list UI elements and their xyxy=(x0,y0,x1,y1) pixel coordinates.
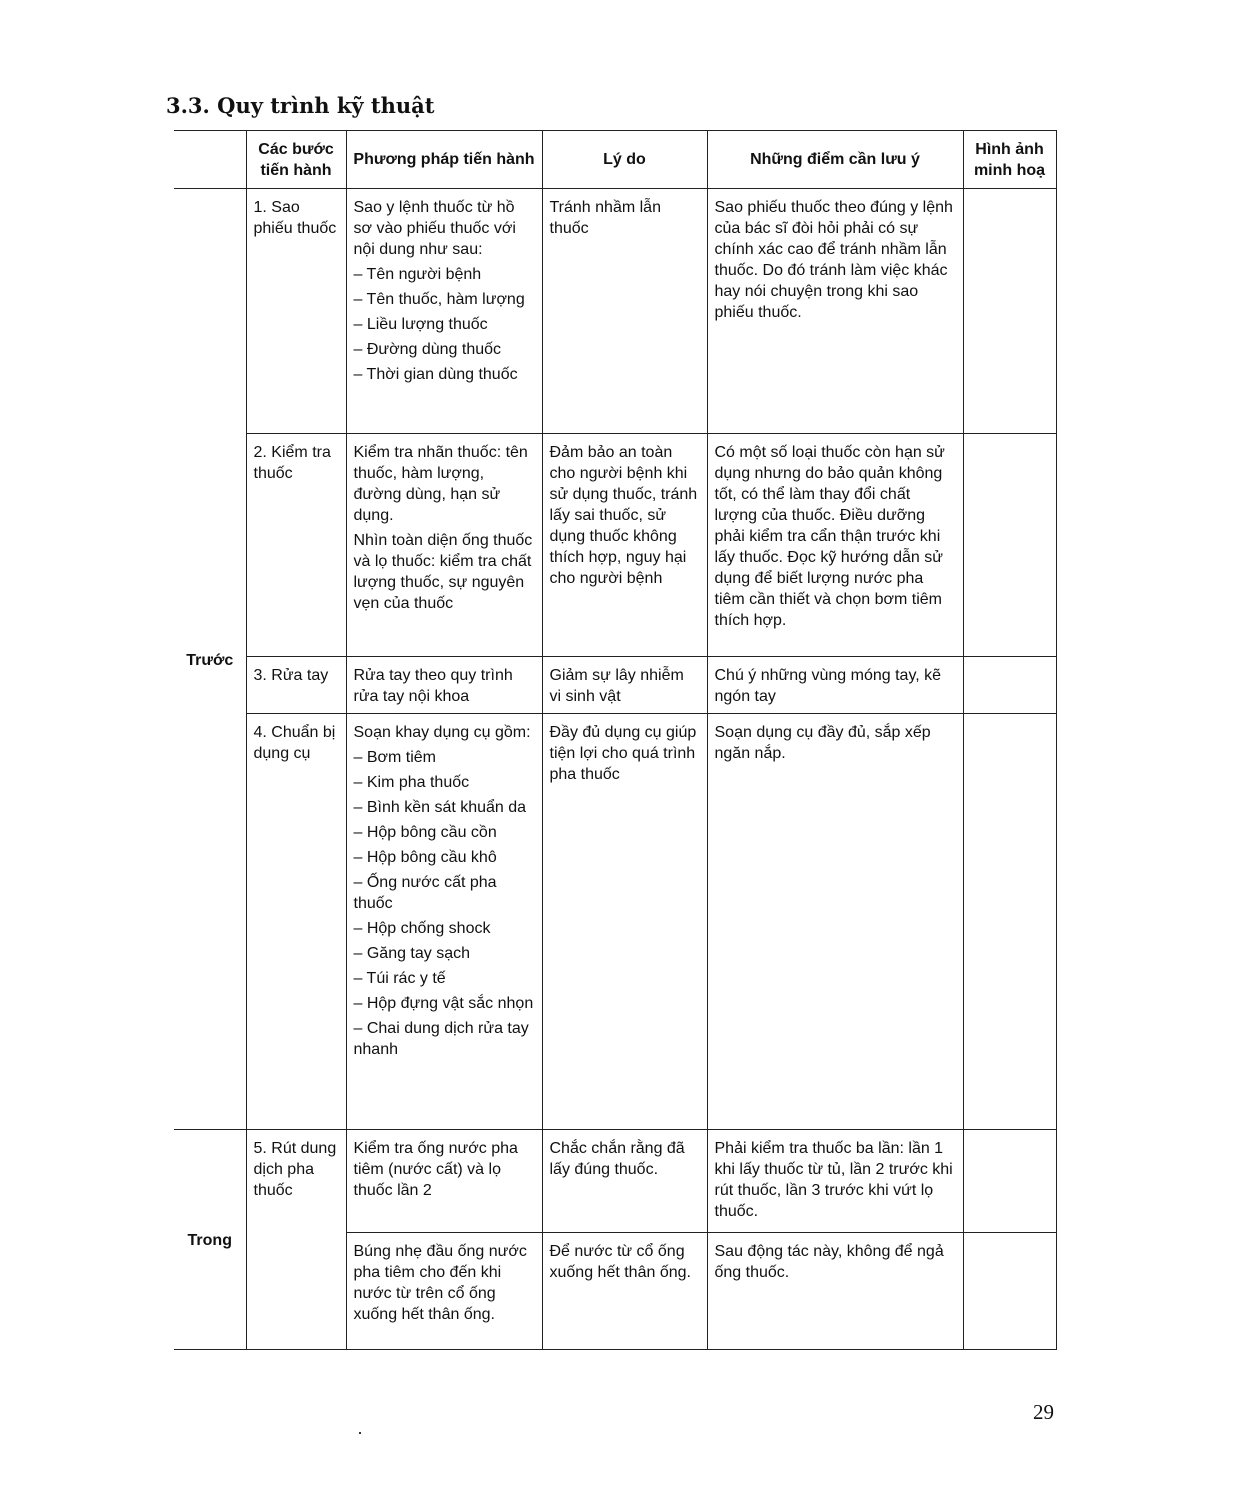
method-cell xyxy=(346,1130,542,1233)
table-row xyxy=(174,434,1056,657)
method-line: – Hộp bông cầu cồn xyxy=(353,824,497,841)
method-line: – Kim pha thuốc xyxy=(353,774,470,791)
method-line: – Hộp chống shock xyxy=(353,920,491,937)
steps-header: Các bước tiến hành xyxy=(246,131,346,189)
table-row xyxy=(174,1130,1056,1233)
method-line: Kiểm tra nhãn thuốc: tên thuốc, hàm lượng, đường dùng, hạn sử dụng. xyxy=(353,444,528,524)
page-number: 29 xyxy=(1033,1400,1054,1424)
method-line: – Hộp bông cầu khô xyxy=(353,849,497,866)
method-line: Soạn khay dụng cụ gồm: xyxy=(353,724,531,741)
reason-cell: Để nước từ cổ ống xuống hết thân ống. xyxy=(542,1233,707,1350)
method-line: Kiểm tra ống nước pha tiêm (nước cất) và lọ thuốc lần 2 xyxy=(353,1140,518,1199)
reason-cell: Đầy đủ dụng cụ giúp tiện lợi cho quá trình pha thuốc xyxy=(542,714,707,1130)
method-line: – Đường dùng thuốc xyxy=(353,341,502,358)
step-cell: 2. Kiểm tra thuốc xyxy=(246,434,346,657)
notes-cell: Sau động tác này, không để ngả ống thuốc. xyxy=(707,1233,963,1350)
illustration-cell xyxy=(963,189,1056,434)
reason-cell: Đảm bảo an toàn cho người bệnh khi sử dụng thuốc, tránh lấy sai thuốc, sử dụng thuốc không thích hợp, nguy hại cho người bệnh xyxy=(542,434,707,657)
step-cell: 4. Chuẩn bị dụng cụ xyxy=(246,714,346,1130)
phase-header xyxy=(174,131,246,189)
method-line: – Bình kền sát khuẩn da xyxy=(353,799,527,816)
step-cell: 1. Sao phiếu thuốc xyxy=(246,189,346,434)
step-cell: 5. Rút dung dịch pha thuốc xyxy=(246,1130,346,1350)
table-row xyxy=(174,714,1056,1130)
notes-cell: Sao phiếu thuốc theo đúng y lệnh của bác sĩ đòi hỏi phải có sự chính xác cao để tránh nhầm lẫn thuốc. Do đó tránh làm việc khác hay nói chuyện trong khi sao phiếu thuốc. xyxy=(707,189,963,434)
method-line: – Túi rác y tế xyxy=(353,970,446,987)
method-line: – Chai dung dịch rửa tay nhanh xyxy=(353,1020,529,1058)
method-line: – Ống nước cất pha thuốc xyxy=(353,874,497,912)
method-line: – Tên người bệnh xyxy=(353,266,482,283)
method-line: – Hộp đựng vật sắc nhọn xyxy=(353,995,534,1012)
method-line: – Găng tay sạch xyxy=(353,945,471,962)
table-row xyxy=(174,657,1056,714)
method-line: Nhìn toàn diện ống thuốc và lọ thuốc: kiểm tra chất lượng thuốc, sự nguyên vẹn của thuốc xyxy=(353,532,533,612)
method-line: Rửa tay theo quy trình rửa tay nội khoa xyxy=(353,667,513,705)
notes-header: Những điểm cần lưu ý xyxy=(707,131,963,189)
phase-before: Trước xyxy=(174,189,246,1130)
method-cell xyxy=(346,1233,542,1350)
illustration-cell xyxy=(963,657,1056,714)
illustration-cell xyxy=(963,1233,1056,1350)
reason-cell: Giảm sự lây nhiễm vi sinh vật xyxy=(542,657,707,714)
notes-cell: Chú ý những vùng móng tay, kẽ ngón tay xyxy=(707,657,963,714)
illustration-cell xyxy=(963,434,1056,657)
procedure-table xyxy=(174,130,1057,1350)
method-line: Búng nhẹ đầu ống nước pha tiêm cho đến khi nước từ trên cổ ống xuống hết thân ống. xyxy=(353,1243,527,1323)
method-cell xyxy=(346,657,542,714)
reason-header: Lý do xyxy=(542,131,707,189)
reason-cell: Tránh nhầm lẫn thuốc xyxy=(542,189,707,434)
phase-during: Trong xyxy=(174,1130,246,1350)
method-line: – Tên thuốc, hàm lượng xyxy=(353,291,525,308)
illustration-header: Hình ảnh minh hoạ xyxy=(963,131,1056,189)
method-cell xyxy=(346,189,542,434)
notes-cell: Phải kiểm tra thuốc ba lần: lần 1 khi lấy thuốc từ tủ, lần 2 trước khi rút thuốc, lần 3 trước khi vứt lọ thuốc. xyxy=(707,1130,963,1233)
illustration-cell xyxy=(963,1130,1056,1233)
notes-cell: Có một số loại thuốc còn hạn sử dụng nhưng do bảo quản không tốt, có thể làm thay đổi chất lượng của thuốc. Điều dưỡng phải kiểm tra cẩn thận trước khi lấy thuốc. Đọc kỹ hướng dẫn sử dụng để biết lượng nước pha tiêm cần thiết và chọn bơm tiêm thích hợp. xyxy=(707,434,963,657)
method-line: – Liều lượng thuốc xyxy=(353,316,488,333)
table-row xyxy=(174,189,1056,434)
step-cell: 3. Rửa tay xyxy=(246,657,346,714)
illustration-cell xyxy=(963,714,1056,1130)
reason-cell: Chắc chắn rằng đã lấy đúng thuốc. xyxy=(542,1130,707,1233)
scan-speck xyxy=(359,1432,361,1434)
method-line: – Bơm tiêm xyxy=(353,749,437,766)
method-line: Sao y lệnh thuốc từ hồ sơ vào phiếu thuốc với nội dung như sau: xyxy=(353,199,516,258)
notes-cell: Soạn dụng cụ đầy đủ, sắp xếp ngăn nắp. xyxy=(707,714,963,1130)
method-cell xyxy=(346,714,542,1130)
method-cell xyxy=(346,434,542,657)
method-header: Phương pháp tiến hành xyxy=(346,131,542,189)
header-row xyxy=(174,131,1056,189)
method-line: – Thời gian dùng thuốc xyxy=(353,366,518,383)
section-title: 3.3. Quy trình kỹ thuật xyxy=(166,93,435,118)
